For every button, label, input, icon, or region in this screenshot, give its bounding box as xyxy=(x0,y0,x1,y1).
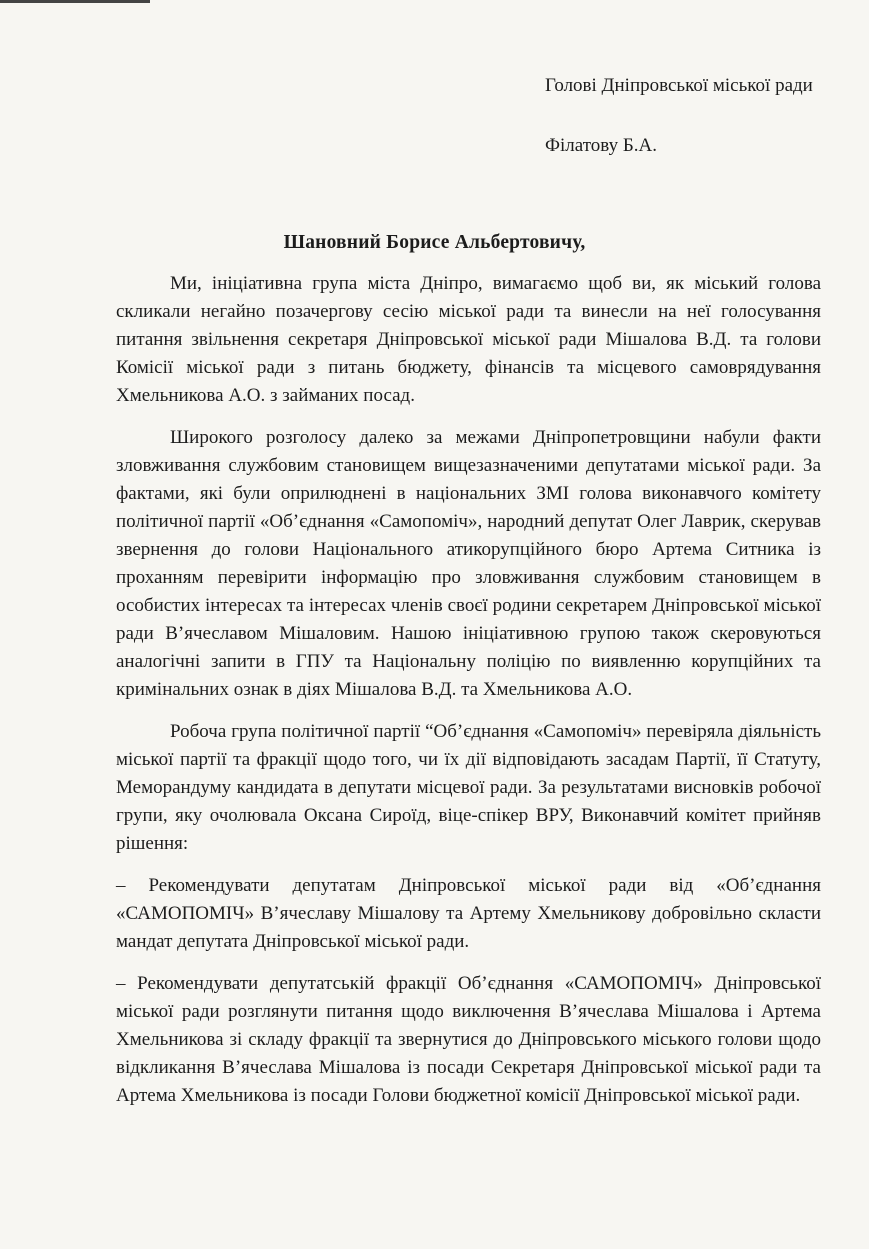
top-edge-rule xyxy=(0,0,150,3)
addressee-title: Голові Дніпровської міської ради xyxy=(545,75,813,96)
paragraph-facts: Широкого розголосу далеко за межами Дніпропетровщини набули факти зловживання службовим становищем вищезазначеними депутатами міської ради. За фактами, які були оприлюднені в національних ЗМІ голова виконавчого комітету політичної партії «Об’єднання «Самопоміч», народний депутат Олег Лаврик, скерував звернення до голови Національного атикорупційного бюро Артема Ситника із проханням перевірити інформацію про зловживання службовим становищем в особистих інтересах та інтересах членів своєї родини секретарем Дніпровської міської ради В’ячеславом Мішаловим. Нашою ініціативною групою також скеровуються аналогічні запити в ГПУ та Національну поліцію по виявленню корупційних та кримінальних ознак в діях Мішалова В.Д. та Хмельникова А.О. xyxy=(116,427,821,700)
letter-body xyxy=(116,270,821,1124)
paragraph-recommendation-1: – Рекомендувати депутатам Дніпровської міської ради від «Об’єднання «САМОПОМІЧ» В’ячеславу Мішалову та Артему Хмельникову добровільно скласти мандат депутата Дніпровської міської ради. xyxy=(116,875,821,952)
addressee-name: Філатову Б.А. xyxy=(545,135,657,156)
addressee-block xyxy=(545,72,835,160)
paragraph-demand: Ми, ініціативна група міста Дніпро, вимагаємо щоб ви, як міський голова скликали негайно позачергову сесію міської ради та винесли на неї голосування питання звільнення секретаря Дніпровської міської ради Мішалова В.Д. та голови Комісії міської ради з питань бюджету, фінансів та місцевого самоврядування Хмельникова А.О. з займаних посад. xyxy=(116,273,821,406)
paragraph-working-group: Робоча група політичної партії “Об’єднання «Самопоміч» перевіряла діяльність міської партії та фракції щодо того, чи їх дії відповідають засадам Партії, її Статуту, Меморандуму кандидата в депутати місцевої ради. За результатами висновків робочої групи, яку очолювала Оксана Сироїд, віце-спікер ВРУ, Виконавчий комітет прийняв рішення: xyxy=(116,721,821,854)
paragraph-recommendation-2: – Рекомендувати депутатській фракції Об’єднання «САМОПОМІЧ» Дніпровської міської ради розглянути питання щодо виключення В’ячеслава Мішалова і Артема Хмельникова зі складу фракції та звернутися до Дніпровського міського голови щодо відкликання В’ячеслава Мішалова із посади Секретаря Дніпровської міської ради та Артема Хмельникова із посади Голови бюджетної комісії Дніпровської міської ради. xyxy=(116,973,821,1106)
salutation: Шановний Борисе Альбертовичу, xyxy=(283,232,586,253)
